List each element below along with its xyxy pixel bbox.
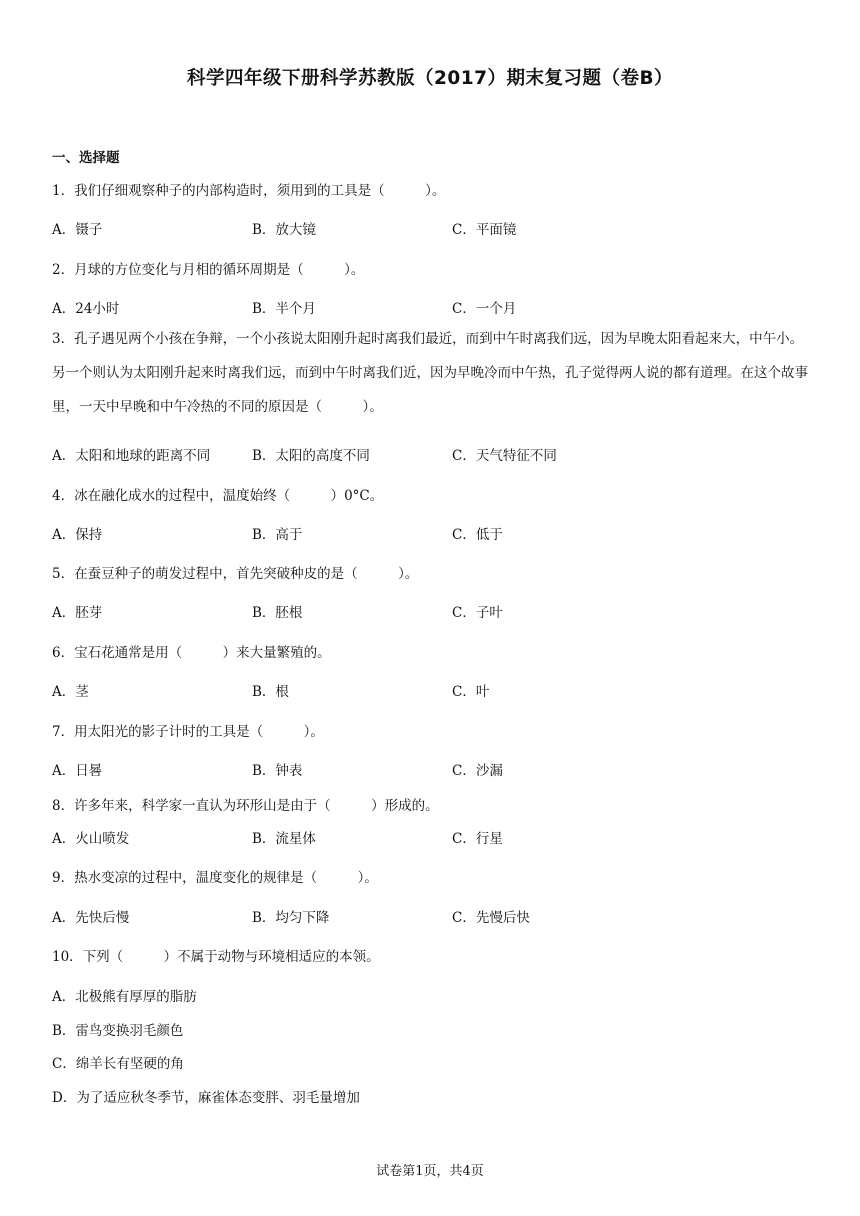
- options-3: [52, 444, 812, 464]
- option-b: B．钟表: [252, 763, 303, 779]
- option-a: A．镊子: [52, 222, 103, 238]
- question-5: 5．在蚕豆种子的萌发过程中，首先突破种皮的是（ ）。: [52, 566, 419, 582]
- option-a: A．胚芽: [52, 605, 103, 621]
- option-c: C．天气特征不同: [452, 448, 557, 464]
- question-4: 4．冰在融化成水的过程中，温度始终（ ）0°C。: [52, 488, 384, 504]
- options-9: [52, 906, 812, 926]
- option-c: C．一个月: [452, 301, 517, 317]
- question-8: 8．许多年来，科学家一直认为环形山是由于（ ）形成的。: [52, 798, 439, 814]
- option-c: C．平面镜: [452, 222, 517, 238]
- page-footer: 试卷第1页，共4页: [376, 1164, 484, 1179]
- options-8: [52, 827, 812, 847]
- options-2: [52, 297, 812, 317]
- option-a: A．24小时: [52, 301, 120, 317]
- option-b: B．雷鸟变换羽毛颜色: [52, 1023, 184, 1039]
- question-6: 6．宝石花通常是用（ ）来大量繁殖的。: [52, 645, 331, 661]
- option-a: A．火山喷发: [52, 831, 130, 847]
- option-c: C．低于: [452, 527, 503, 543]
- option-b: B．均匀下降: [252, 910, 330, 926]
- option-b: B．半个月: [252, 301, 316, 317]
- question-3: 3．孔子遇见两个小孩在争辩，一个小孩说太阳刚升起时离我们最近，而到中午时离我们远，因为早晚太阳看起来大，中午小。另一个则认为太阳刚升起来时离我们远，而到中午时离我们近，因为早晚冷而中午热，孔子觉得两人说的都有道理。在这个故事里，一天中早晚和中午冷热的不同的原因是（ ）。: [52, 331, 808, 415]
- options-6: [52, 680, 812, 700]
- option-c: C．先慢后快: [452, 910, 530, 926]
- options-4: [52, 523, 812, 543]
- option-b: B．放大镜: [252, 222, 316, 238]
- option-a: A．茎: [52, 684, 89, 700]
- options-5: [52, 601, 812, 621]
- question-1: 1．我们仔细观察种子的内部构造时，须用到的工具是（ ）。: [52, 183, 446, 199]
- option-c: C．子叶: [452, 605, 503, 621]
- option-c: C．行星: [452, 831, 503, 847]
- question-7: 7．用太阳光的影子计时的工具是（ ）。: [52, 724, 324, 740]
- option-a: A．先快后慢: [52, 910, 130, 926]
- option-a: A．日晷: [52, 763, 103, 779]
- question-2: 2．月球的方位变化与月相的循环周期是（ ）。: [52, 262, 365, 278]
- option-a: A．保持: [52, 527, 103, 543]
- options-7: [52, 759, 812, 779]
- page-title: 科学四年级下册科学苏教版（2017）期末复习题（卷B）: [186, 68, 674, 89]
- option-a: A．北极熊有厚厚的脂肪: [52, 989, 197, 1005]
- option-c: C．叶: [452, 684, 490, 700]
- option-b: B．太阳的高度不同: [252, 448, 370, 464]
- option-c: C．绵羊长有坚硬的角: [52, 1056, 184, 1072]
- option-b: B．流星体: [252, 831, 316, 847]
- option-d: D．为了适应秋冬季节，麻雀体态变胖、羽毛量增加: [52, 1090, 360, 1106]
- section-heading: 一、选择题: [52, 150, 120, 166]
- option-a: A．太阳和地球的距离不同: [52, 448, 211, 464]
- question-10: 10．下列（ ）不属于动物与环境相适应的本领。: [52, 949, 380, 965]
- options-1: [52, 218, 812, 238]
- option-c: C．沙漏: [452, 763, 503, 779]
- option-b: B．高于: [252, 527, 303, 543]
- option-b: B．胚根: [252, 605, 303, 621]
- question-9: 9．热水变凉的过程中，温度变化的规律是（ ）。: [52, 870, 378, 886]
- option-b: B．根: [252, 684, 289, 700]
